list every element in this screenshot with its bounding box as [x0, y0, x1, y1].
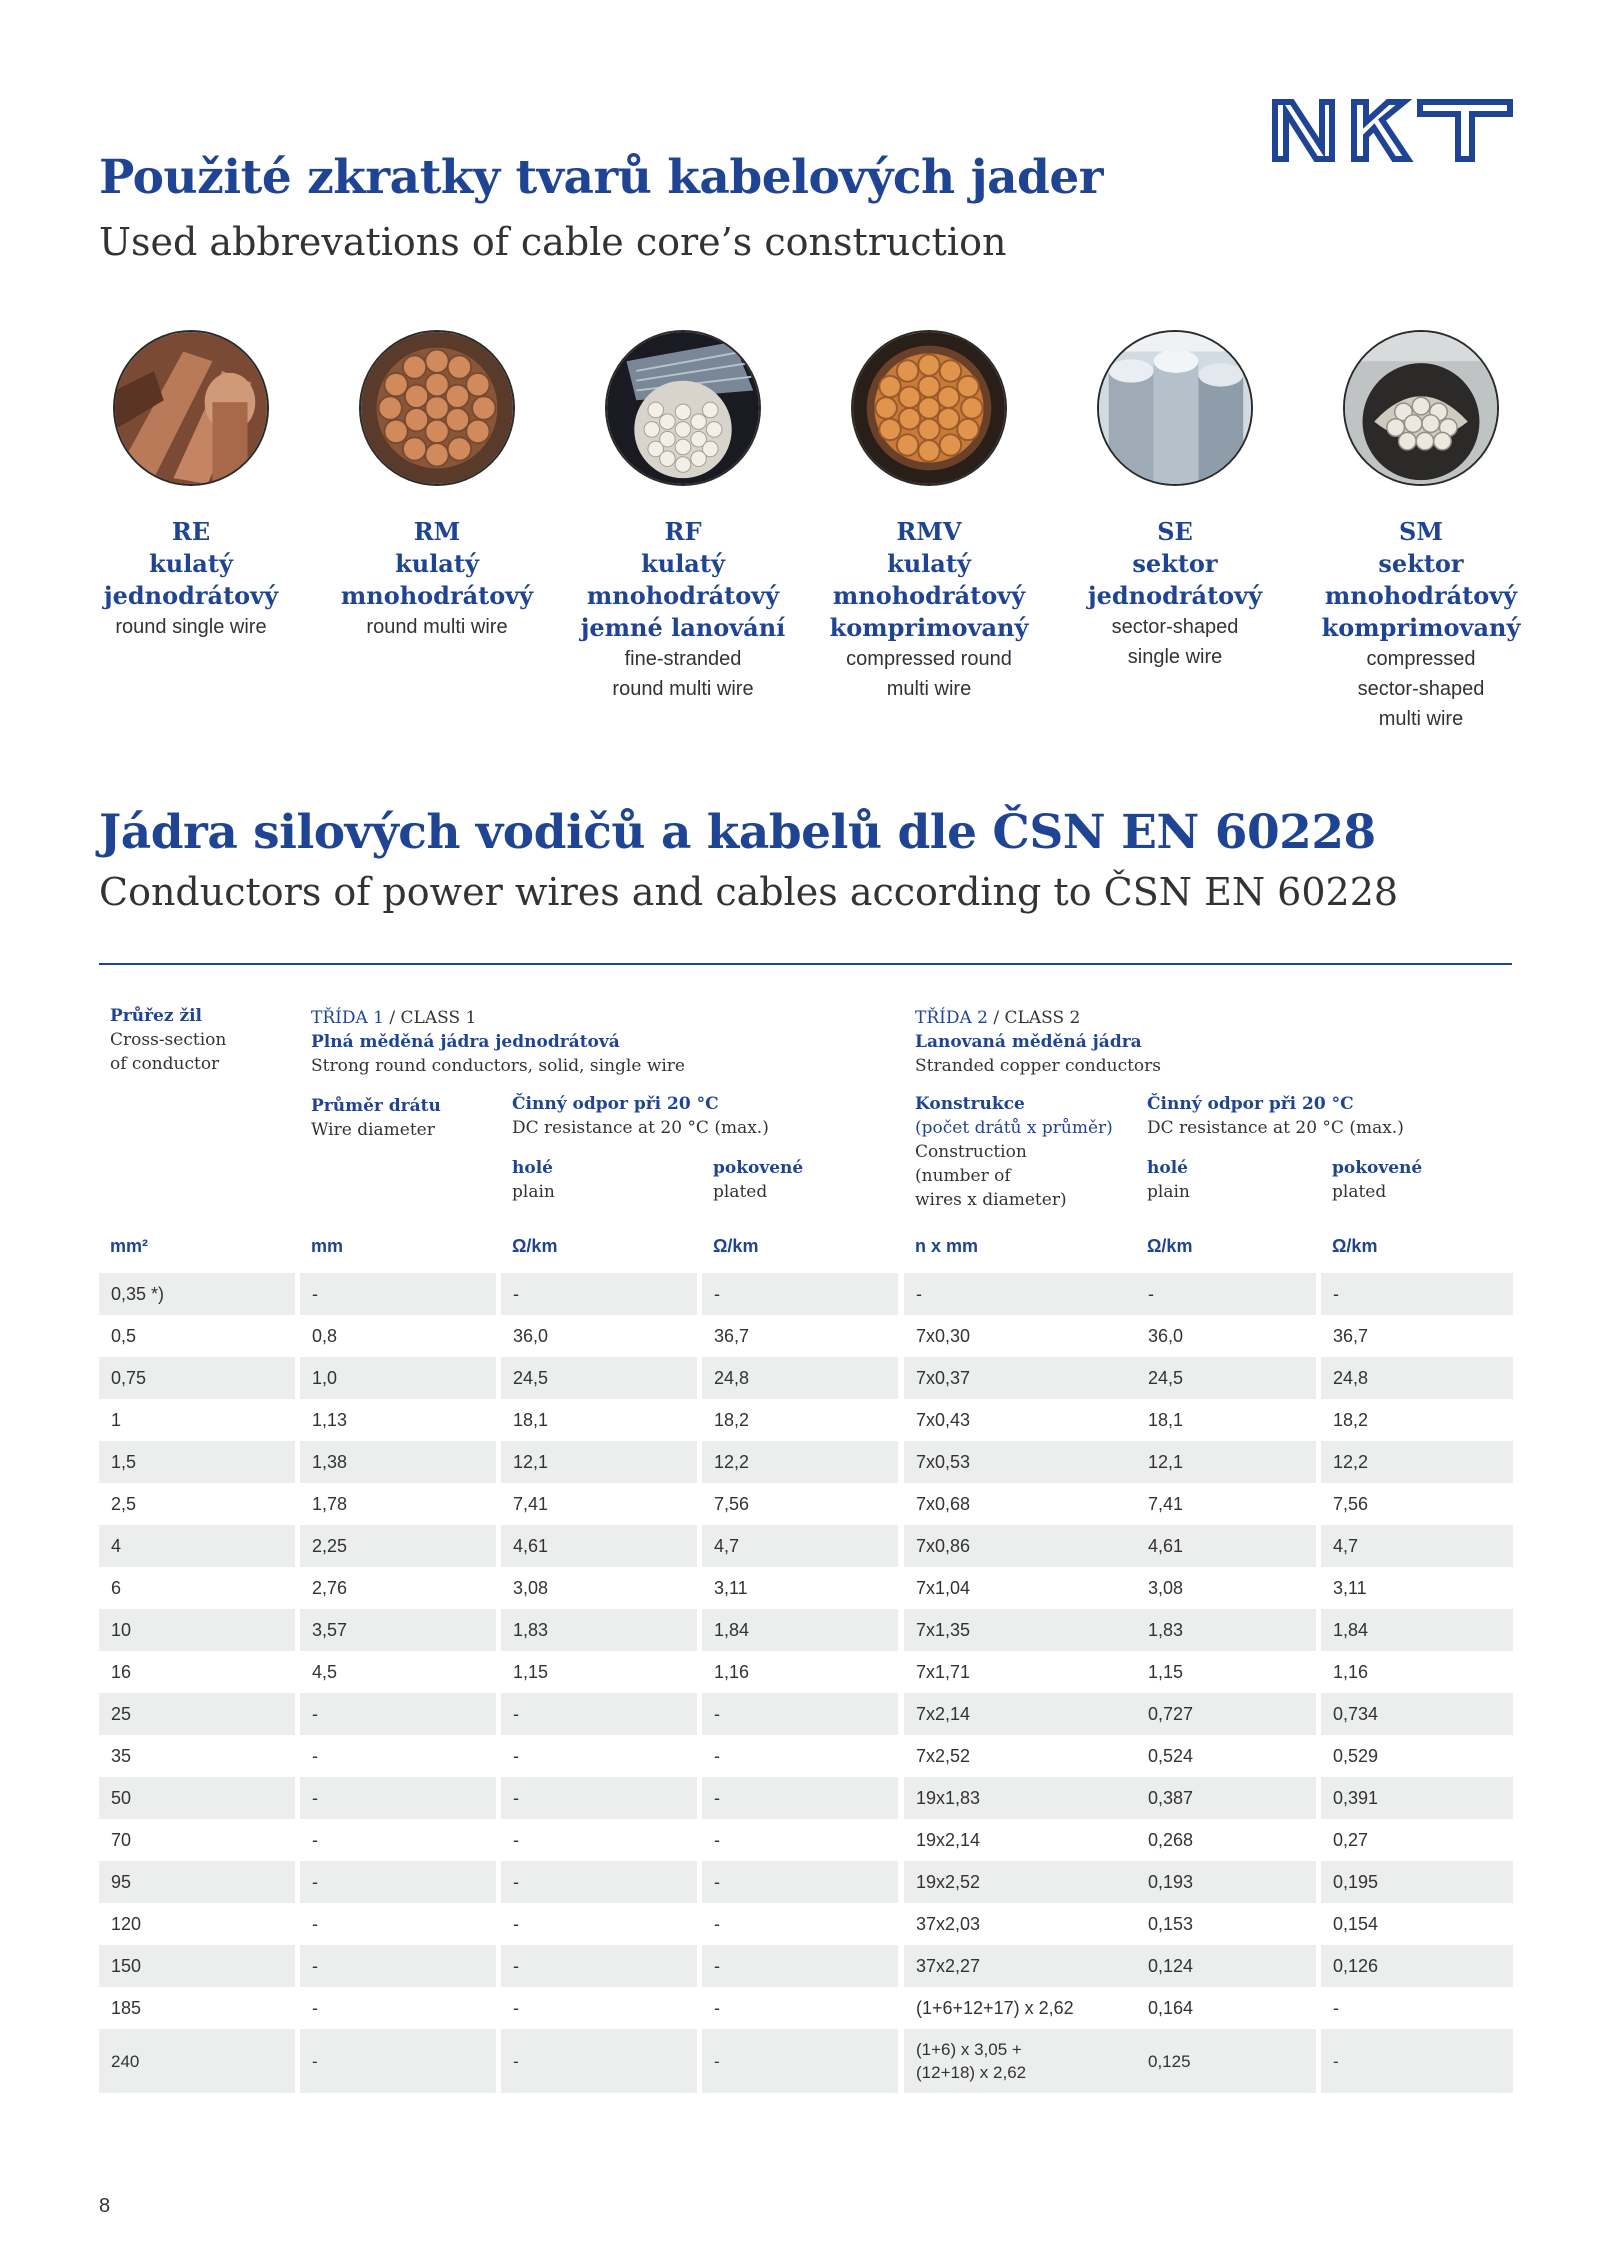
class1-cz: TŘÍDA 1 [311, 1008, 384, 1028]
table-cell: 4,61 [501, 1525, 697, 1567]
table-cell: 0,387 [1136, 1777, 1316, 1819]
unit-mm: mm [311, 1236, 344, 1256]
table-cell: - [300, 1777, 496, 1819]
table-row [99, 1693, 1513, 1735]
table-cell: 18,1 [513, 1409, 549, 1430]
table-cell: 50 [99, 1777, 295, 1819]
header-cross-section [110, 1004, 226, 1076]
core-rf-cz3: jemné lanování [580, 613, 786, 642]
core-re-cz1: kulatý [149, 549, 233, 578]
class2-desc-cz: Lanovaná měděná jádra [915, 1032, 1142, 1052]
table-cell: 4,61 [1136, 1525, 1316, 1567]
table-cell: 0,154 [1333, 1913, 1379, 1934]
core-rmv-cz1: kulatý [887, 549, 971, 578]
table-cell: 3,57 [300, 1609, 496, 1651]
header-plain-1 [512, 1156, 555, 1204]
table-cell: 7x0,37 [904, 1357, 1232, 1399]
table-cell: 240 [99, 2029, 295, 2093]
table-cell: 6 [111, 1577, 122, 1598]
table-cell: 18,1 [1148, 1409, 1184, 1430]
table-cell: 7x0,43 [916, 1409, 971, 1430]
table-cell: - [501, 1273, 697, 1315]
table-cell: - [1333, 1997, 1339, 2018]
core-re-code: RE [171, 517, 211, 546]
table-cell: 0,153 [1148, 1913, 1194, 1934]
core-rmv [814, 330, 1044, 704]
table-cell: - [1321, 1273, 1513, 1315]
table-cell: - [513, 1997, 519, 2018]
class2-en: / CLASS 2 [987, 1008, 1081, 1028]
table-cell: 0,124 [1136, 1945, 1316, 1987]
core-sm-en1: compressed [1366, 648, 1476, 670]
table-cell: 3,11 [714, 1577, 748, 1598]
unit-ohm-km-1: Ω/km [512, 1236, 558, 1256]
table-cell: 0,8 [312, 1325, 338, 1346]
table-cell: 0,193 [1136, 1861, 1316, 1903]
table-cell: 37x2,27 [904, 1945, 1232, 1987]
header-plated-2 [1332, 1156, 1422, 1204]
core-se-photo [1097, 330, 1253, 486]
table-cell: 36,7 [714, 1325, 750, 1346]
header-dc-resistance-2 [1147, 1092, 1404, 1140]
table-cell: 7x2,14 [904, 1693, 1232, 1735]
table-cell: - [312, 1913, 318, 1934]
table-cell: - [501, 1945, 697, 1987]
table-cell: - [501, 1777, 697, 1819]
table-cell: - [312, 1997, 318, 2018]
table-row [99, 1441, 1513, 1483]
plated2-cz: pokovené [1332, 1158, 1423, 1178]
header-cross-cz: Průřez žil [110, 1006, 203, 1026]
table-cell: - [714, 1829, 720, 1850]
core-se-cz1: sektor [1132, 549, 1218, 578]
table-cell: 4,7 [702, 1525, 898, 1567]
nkt-logo [1270, 96, 1515, 162]
table-cell: - [702, 1693, 898, 1735]
table-row [99, 1357, 1513, 1399]
table-cell: - [513, 1913, 519, 1934]
table-cell: 1,83 [501, 1609, 697, 1651]
core-sm-en3: multi wire [1378, 708, 1464, 730]
class1-en: / CLASS 1 [383, 1008, 477, 1028]
core-se [1060, 330, 1290, 672]
table-cell: 19x2,52 [904, 1861, 1232, 1903]
core-rf [568, 330, 798, 704]
table-cell: 3,08 [513, 1577, 549, 1598]
table-cell: 185 [111, 1997, 142, 2018]
class1-desc-cz: Plná měděná jádra jednodrátová [311, 1032, 620, 1052]
core-se-en2: single wire [1127, 646, 1223, 668]
class1-desc-en: Strong round conductors, solid, single wire [311, 1056, 685, 1076]
table-cell: 0,524 [1148, 1745, 1194, 1766]
section1-title: Použité zkratky tvarů kabelových jader [99, 150, 1104, 205]
table-row [99, 1651, 1513, 1693]
table-cell: 10 [99, 1609, 295, 1651]
table-cell: - [513, 1829, 519, 1850]
table-cell: - [702, 1945, 898, 1987]
table-cell: 0,734 [1321, 1693, 1513, 1735]
table-cell: 1,5 [99, 1441, 295, 1483]
header-plated-1 [713, 1156, 803, 1204]
class2-desc-en: Stranded copper conductors [915, 1056, 1162, 1076]
core-rm [322, 330, 552, 642]
table-cell: 24,8 [702, 1357, 898, 1399]
table-cell: 0,195 [1321, 1861, 1513, 1903]
core-re-en1: round single wire [115, 616, 267, 638]
constr-en2: (number of [915, 1166, 1011, 1186]
table-cell: 70 [111, 1829, 132, 1850]
table-cell: - [300, 1693, 496, 1735]
table-cell: 24,5 [501, 1357, 697, 1399]
table-cell: 1,83 [1136, 1609, 1316, 1651]
table-row [99, 1861, 1513, 1903]
table-row [99, 1315, 1513, 1357]
plated1-cz: pokovené [713, 1158, 804, 1178]
table-cell: - [702, 1273, 898, 1315]
table-row [99, 1273, 1513, 1315]
table-cell: 0,529 [1333, 1745, 1379, 1766]
constr-en1: Construction [915, 1142, 1027, 1162]
core-se-en1: sector-shaped [1111, 616, 1239, 638]
core-rmv-en1: compressed round [846, 648, 1012, 670]
core-rf-cz1: kulatý [641, 549, 725, 578]
core-sm-code: SM [1399, 517, 1443, 546]
core-rmv-cz2: mnohodrátový [832, 581, 1026, 610]
core-rf-code: RF [664, 517, 702, 546]
core-sm-en2: sector-shaped [1357, 678, 1485, 700]
table-cell: 1 [111, 1409, 122, 1430]
table-cell: 36,0 [513, 1325, 549, 1346]
section2-subtitle: Conductors of power wires and cables according to ČSN EN 60228 [99, 870, 1399, 914]
table-cell: - [501, 2029, 697, 2093]
table-cell: 4,5 [312, 1661, 338, 1682]
table-cell: 2,25 [300, 1525, 496, 1567]
header-wire-diameter [311, 1094, 441, 1142]
table-cell: 7,56 [714, 1493, 750, 1514]
table-row [99, 1945, 1513, 1987]
table-cell: 19x1,83 [904, 1777, 1232, 1819]
plated1-en: plated [713, 1182, 768, 1202]
table-cell: (1+6+12+17) x 2,62 [916, 1997, 1074, 2018]
plain1-en: plain [512, 1182, 555, 1202]
plain1-cz: holé [512, 1158, 553, 1178]
table-cell: 12,1 [501, 1441, 697, 1483]
table-cell: 12,1 [1136, 1441, 1316, 1483]
table-cell: 19x2,14 [916, 1829, 981, 1850]
constr-en3: wires x diameter) [915, 1190, 1067, 1210]
res1-en: DC resistance at 20 °C (max.) [512, 1118, 769, 1138]
core-sm [1306, 330, 1536, 734]
header-cross-en1: Cross-section [110, 1030, 227, 1050]
table-row [99, 2029, 1513, 2093]
table-cell: 36,7 [1333, 1325, 1369, 1346]
table-row [99, 1819, 1513, 1861]
table-cell: 3,11 [1333, 1577, 1367, 1598]
core-se-cz2: jednodrátový [1087, 581, 1263, 610]
table-cell: - [714, 1997, 720, 2018]
table-cell: 0,5 [111, 1325, 137, 1346]
table-cell: 2,5 [111, 1493, 137, 1514]
unit-ohm-km-4: Ω/km [1332, 1236, 1378, 1256]
table-cell: 4 [99, 1525, 295, 1567]
table-cell: 18,2 [1333, 1409, 1369, 1430]
table-cell: 3,08 [1148, 1577, 1184, 1598]
table-cell: 1,16 [714, 1661, 750, 1682]
res1-cz: Činný odpor při 20 °C [512, 1094, 719, 1114]
table-cell: - [714, 1745, 720, 1766]
table-cell: 37x2,03 [916, 1913, 981, 1934]
table-cell: 7x1,04 [916, 1577, 971, 1598]
table-cell: 0,391 [1321, 1777, 1513, 1819]
table-cell: 36,0 [1148, 1325, 1184, 1346]
core-rf-cz2: mnohodrátový [586, 581, 780, 610]
table-cell: 7x0,53 [904, 1441, 1232, 1483]
table-cell: - [501, 1861, 697, 1903]
table-row [99, 1987, 1513, 2029]
diam-en: Wire diameter [311, 1120, 435, 1140]
table-cell: 0,268 [1148, 1829, 1194, 1850]
section2-title: Jádra silových vodičů a kabelů dle ČSN EN 60228 [99, 805, 1376, 860]
core-re-photo [113, 330, 269, 486]
table-cell: - [702, 1861, 898, 1903]
table-cell: 1,84 [1321, 1609, 1513, 1651]
table-cell: 7,41 [1148, 1493, 1184, 1514]
unit-n-x-mm: n x mm [915, 1236, 979, 1256]
table-cell: - [312, 1829, 318, 1850]
core-rm-code: RM [413, 517, 461, 546]
core-rmv-en2: multi wire [886, 678, 972, 700]
table-cell: 4,7 [1321, 1525, 1513, 1567]
table-cell: - [1136, 1273, 1316, 1315]
table-cell: - [714, 1913, 720, 1934]
core-rf-en2: round multi wire [612, 678, 754, 700]
res2-cz: Činný odpor při 20 °C [1147, 1094, 1354, 1114]
table-cell: 1,15 [513, 1661, 549, 1682]
table-row [99, 1567, 1513, 1609]
header-construction [915, 1092, 1113, 1212]
core-rm-photo [359, 330, 515, 486]
table-cell: 0,164 [1148, 1997, 1194, 2018]
table-cell: - [300, 2029, 496, 2093]
core-rm-cz2: mnohodrátový [340, 581, 534, 610]
table-cell: - [300, 1945, 496, 1987]
table-cell: 1,38 [300, 1441, 496, 1483]
table-cell: 12,2 [702, 1441, 898, 1483]
constr-cz2: (počet drátů x průměr) [915, 1118, 1113, 1138]
class2-cz: TŘÍDA 2 [915, 1008, 988, 1028]
table-cell: - [1321, 2029, 1513, 2093]
table-cell: 18,2 [714, 1409, 750, 1430]
table-cell: 7x0,86 [904, 1525, 1232, 1567]
table-cell: 24,5 [1136, 1357, 1316, 1399]
header-plain-2 [1147, 1156, 1190, 1204]
core-sm-cz3: komprimovaný [1321, 613, 1521, 642]
core-re-cz2: jednodrátový [103, 581, 279, 610]
core-rf-en1: fine-stranded [624, 648, 742, 670]
plain2-en: plain [1147, 1182, 1190, 1202]
table-cell: - [702, 2029, 898, 2093]
table-cell: 1,84 [702, 1609, 898, 1651]
table-cell: 12,2 [1321, 1441, 1513, 1483]
table-cell: 1,78 [312, 1493, 348, 1514]
header-class2 [915, 1006, 1161, 1078]
table-row [99, 1903, 1513, 1945]
table-cell: 35 [111, 1745, 132, 1766]
table-cell: 7x2,52 [916, 1745, 971, 1766]
table-cell: (1+6) x 3,05 + (12+18) x 2,62 [904, 2029, 1232, 2093]
table-cell: - [312, 1745, 318, 1766]
table-cell: 1,13 [312, 1409, 348, 1430]
table-cell: 24,8 [1321, 1357, 1513, 1399]
table-row [99, 1735, 1513, 1777]
plain2-cz: holé [1147, 1158, 1188, 1178]
table-cell: - [702, 1777, 898, 1819]
page-number: 8 [99, 2195, 111, 2217]
table-cell: 2,76 [312, 1577, 348, 1598]
core-sm-photo [1343, 330, 1499, 486]
table-cell: 0,27 [1333, 1829, 1369, 1850]
unit-mm2: mm² [110, 1236, 149, 1256]
table-cell: 7,41 [513, 1493, 549, 1514]
table-cell: 0,126 [1321, 1945, 1513, 1987]
table-cell: 7,56 [1333, 1493, 1369, 1514]
core-rf-photo [605, 330, 761, 486]
table-row [99, 1483, 1513, 1525]
unit-ohm-km-3: Ω/km [1147, 1236, 1193, 1256]
core-se-code: SE [1157, 517, 1193, 546]
core-rm-en1: round multi wire [366, 616, 508, 638]
core-re [76, 330, 306, 642]
table-cell: 7x0,68 [916, 1493, 971, 1514]
section-divider [99, 963, 1512, 965]
table-cell: 1,16 [1333, 1661, 1369, 1682]
header-class1 [311, 1006, 685, 1078]
header-cross-en2: of conductor [110, 1054, 220, 1074]
table-cell: 25 [99, 1693, 295, 1735]
table-row [99, 1399, 1513, 1441]
table-cell: 0,35 *) [99, 1273, 295, 1315]
table-cell: - [904, 1273, 1232, 1315]
table-cell: 0,75 [99, 1357, 295, 1399]
table-cell: 0,727 [1136, 1693, 1316, 1735]
table-cell: 16 [111, 1661, 132, 1682]
table-row [99, 1525, 1513, 1567]
table-cell: 1,15 [1148, 1661, 1184, 1682]
table-cell: 7x1,71 [916, 1661, 971, 1682]
res2-en: DC resistance at 20 °C (max.) [1147, 1118, 1404, 1138]
table-cell: 7x0,30 [916, 1325, 971, 1346]
table-cell: 95 [99, 1861, 295, 1903]
table-cell: - [300, 1273, 496, 1315]
table-cell: 0,125 [1136, 2029, 1316, 2093]
constr-cz1: Konstrukce [915, 1094, 1025, 1114]
core-rmv-photo [851, 330, 1007, 486]
table-row [99, 1609, 1513, 1651]
table-cell: - [300, 1861, 496, 1903]
diam-cz: Průměr drátu [311, 1096, 441, 1116]
table-cell: 7x1,35 [904, 1609, 1232, 1651]
header-dc-resistance-1 [512, 1092, 769, 1140]
core-sm-cz1: sektor [1378, 549, 1464, 578]
table-row [99, 1777, 1513, 1819]
section1-subtitle: Used abbrevations of cable core’s construction [99, 220, 1007, 264]
core-rmv-cz3: komprimovaný [829, 613, 1029, 642]
plated2-en: plated [1332, 1182, 1387, 1202]
table-cell: 1,0 [300, 1357, 496, 1399]
core-rm-cz1: kulatý [395, 549, 479, 578]
table-cell: - [513, 1745, 519, 1766]
table-cell: 120 [111, 1913, 142, 1934]
unit-ohm-km-2: Ω/km [713, 1236, 759, 1256]
table-cell: - [501, 1693, 697, 1735]
table-cell: 150 [99, 1945, 295, 1987]
core-sm-cz2: mnohodrátový [1324, 581, 1518, 610]
core-rmv-code: RMV [896, 517, 962, 546]
